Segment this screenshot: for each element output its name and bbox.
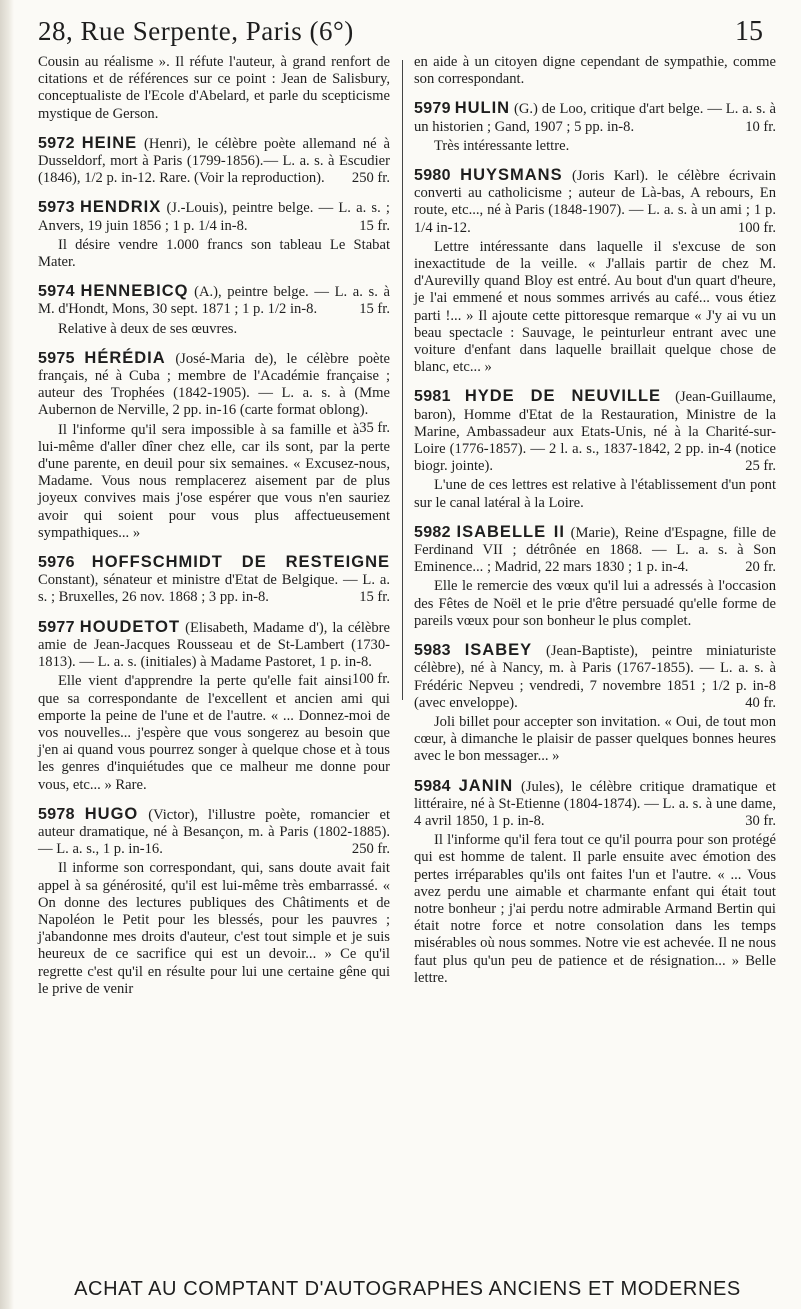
entry-description bbox=[38, 135, 390, 188]
catalog-entry bbox=[38, 199, 390, 271]
right-column bbox=[414, 54, 776, 999]
entry-description bbox=[414, 642, 776, 712]
entry-note: Il l'informe qu'il fera tout ce qu'il pourra pour son protégé qui est homme de talent. Il parle ensuite avec émotion des pertes irréparables qu'ils ont faites l'un et l'autre. « ... Vous avez perdu une aimable et charmante enfant qui était tout notre bonheur ; j'ai perdu notre admirable Armand Bertin qui était notre force et notre consolation dans les temps misérables où nous sommes. Notre vie est achevée. Il ne nous faut plus qu'un peu de patience et de résignation... » Belle lettre. bbox=[414, 832, 776, 986]
price: 15 fr. bbox=[359, 589, 390, 606]
lot-number: 5978 bbox=[38, 805, 75, 823]
entry-note: Relative à deux de ses œuvres. bbox=[58, 320, 238, 337]
entry-text: (Victor), l'illustre poète, romancier et auteur dramatique, né à Besançon, m. à Paris (1802-1885). — L. a. s., 1 p. in-16. bbox=[38, 806, 390, 858]
person-name: HUGO bbox=[84, 804, 139, 823]
catalog-entry bbox=[414, 100, 776, 155]
person-name: HOFFSCHMIDT DE RESTEIGNE bbox=[91, 553, 390, 572]
person-name: HENNEBICQ bbox=[80, 282, 189, 301]
catalog-entry bbox=[414, 778, 776, 987]
entry-text: (Jules), le célèbre critique dramatique et littéraire, né à St-Etienne (1804-1874). — L. a. s. à une dame, 4 avril 1850, 1 p. in-8. bbox=[414, 778, 777, 829]
entry-text: (A.), peintre belge. — L. a. s. à M. d'Hondt, Mons, 30 sept. 1871 ; 1 p. 1/2 in-8. bbox=[38, 284, 390, 318]
page-edge-shadow bbox=[0, 0, 14, 1309]
catalog-entry bbox=[414, 524, 776, 630]
catalog-entry bbox=[414, 388, 776, 511]
catalog-entry bbox=[414, 642, 776, 765]
lot-number: 5975 bbox=[38, 349, 75, 367]
person-name: HEINE bbox=[81, 133, 138, 152]
price: 15 fr. bbox=[359, 301, 390, 318]
entry-note: Joli billet pour accepter son invitation. « Oui, de tout mon cœur, à dimanche le plaisir de passer quelques bonnes heures avec le bon messager... » bbox=[414, 713, 776, 765]
person-name: ISABEY bbox=[464, 641, 533, 660]
entry-description bbox=[414, 167, 776, 237]
entry-description bbox=[38, 348, 390, 436]
entry-description bbox=[414, 100, 776, 135]
entry-text: Cousin au réalisme ». Il réfute l'auteur, à grand renfort de citations et de références sur ce point : Jean de Salisbury, conceptualiste de l'Ecole d'Abelard, et parle du scepticisme mystique de Gerson. bbox=[38, 54, 390, 122]
price: 25 fr. bbox=[745, 458, 776, 475]
entry-note: Il informe son correspondant, qui, sans doute avait fait appel à sa générosité, qu'il est lui-même très embarrassé. « On donne des lectures publiques des Châtiments et de Napoléon le Petit pour les blessés, pour les pauvres ; j'abandonne mes droits d'auteur, c'est tout simple et je suis heureux de ce sacrifice qui est un devoir... » Ce qu'il regrette c'est qu'il en résulte pour lui une certaine gêne qui le prive de venir bbox=[38, 860, 390, 997]
entry-text: (Marie), Reine d'Espagne, fille de Ferdinand VII ; détrônée en 1868. — L. a. s. à Son Eminence... ; Madrid, 22 mars 1830 ; 1 p. in-4. bbox=[414, 524, 777, 576]
catalog-entry bbox=[38, 54, 390, 123]
catalog-entry bbox=[414, 54, 776, 88]
entry-description bbox=[414, 54, 776, 88]
entry-text: (Joris Karl). le célèbre écrivain converti au catholicisme ; auteur de Là-bas, A rebours, En route, etc..., né à Paris (1848-1907). — L. a. s. à un ami ; 1 p. 1/4 in-12. bbox=[414, 168, 776, 236]
entry-description bbox=[38, 199, 390, 234]
person-name: ISABELLE II bbox=[456, 522, 565, 541]
lot-number: 5976 bbox=[38, 554, 75, 572]
entry-note: Elle vient d'apprendre la perte qu'elle fait ainsi que sa correspondante de l'excellent et ancien ami qui emporte la peine de l'une et de l'autre. « ... Donnez-moi de vos nouvelles... j'espère que vous songerez au besoin que j'en ai quand vous pourrez songer à quelque chose et à tous les genres d'inquiétudes que ce malheur me donne pour vous, etc... » Rare. bbox=[38, 673, 390, 793]
page-number: 15 bbox=[735, 16, 763, 47]
person-name: HULIN bbox=[454, 99, 511, 118]
entry-description bbox=[414, 778, 776, 831]
catalog-entry bbox=[414, 167, 776, 376]
lot-number: 5984 bbox=[414, 777, 451, 795]
entry-description bbox=[38, 617, 390, 688]
person-name: HOUDETOT bbox=[79, 617, 181, 636]
entry-note: L'une de ces lettres est relative à l'établissement d'un pont sur le canal latéral à la Loire. bbox=[414, 477, 776, 511]
price: 30 fr. bbox=[745, 812, 776, 829]
entry-text: (Elisabeth, Madame d'), la célèbre amie de Jean-Jacques Rousseau et de St-Lambert (1730-1813). — L. a. s. (initiales) à Madame Pastoret, 1 p. in-8. bbox=[38, 619, 390, 671]
entry-text: en aide à un citoyen digne cependant de sympathie, comme son correspondant. bbox=[414, 54, 776, 88]
catalog-entry bbox=[38, 350, 390, 542]
entry-note: Elle le remercie des vœux qu'il lui a adressés à l'occasion des Fêtes de Noël et le prie d'être persuadé qu'elle forme de pareils vœux pour son bonheur le plus complet. bbox=[414, 578, 776, 629]
entry-description bbox=[38, 554, 390, 607]
lot-number: 5973 bbox=[38, 199, 75, 217]
person-name: HUYSMANS bbox=[460, 166, 563, 185]
catalog-entry bbox=[38, 619, 390, 794]
lot-number: 5979 bbox=[414, 100, 451, 118]
entry-text: (J.-Louis), peintre belge. — L. a. s. ; Anvers, 19 juin 1856 ; 1 p. 1/4 in-8. bbox=[38, 200, 390, 234]
entry-description bbox=[414, 388, 776, 475]
entry-text: (Jean-Baptiste), peintre miniaturiste célèbre), né à Nancy, m. à Paris (1767-1855). — L. a. s. à Frédéric Nepveu ; vendredi, 7 novembre 1851 ; 1/2 p. in-8 (avec enveloppe). bbox=[414, 643, 776, 711]
catalog-entry bbox=[38, 135, 390, 188]
lot-number: 5983 bbox=[414, 642, 451, 660]
person-name: JANIN bbox=[458, 776, 514, 795]
price: 20 fr. bbox=[745, 559, 776, 576]
person-name: HÉRÉDIA bbox=[84, 348, 166, 367]
entry-note: Très intéressante lettre. bbox=[434, 137, 570, 154]
entry-description bbox=[38, 54, 390, 123]
person-name: HENDRIX bbox=[79, 198, 162, 217]
catalog-entry bbox=[38, 283, 390, 338]
entry-description bbox=[38, 806, 390, 859]
catalog-entry bbox=[38, 806, 390, 998]
entry-text: (G.) de Loo, critique d'art belge. — L. a. s. à un historien ; Gand, 1907 ; 5 pp. in-8. bbox=[414, 101, 776, 135]
page-header bbox=[38, 16, 781, 56]
entry-note: Il l'informe qu'il sera impossible à sa famille et à lui-même d'aller dîner chez elle, car ils sont, par la perte d'une parente, en deuil pour six semaines. « Excusez-nous, Madame. Vous nous remplacerez aisement par de plus joyeux convives mais j'ose espérer que vous n'en sauriez avoir qui soient pour vous plus affectueusement sympathiques... » bbox=[38, 421, 390, 541]
entry-text: (Jean-Guillaume, baron), Homme d'Etat de la Restauration, Ministre de la Marine, Ambassadeur aux Etats-Unis, né à la Charité-sur-Loire (1776-1857). — 2 l. a. s., 1837-1842, 2 pp. in-4 (notice biogr. jointe). bbox=[414, 389, 776, 475]
lot-number: 5981 bbox=[414, 388, 451, 406]
left-column bbox=[38, 54, 390, 1010]
price: 35 fr. bbox=[359, 419, 390, 436]
entry-text: (Henri), le célèbre poète allemand né à Dusseldorf, mort à Paris (1799-1856).— L. a. s. à Escudier (1846), 1/2 p. in-12. Rare. (Voir la reproduction). bbox=[38, 135, 391, 187]
entry-description bbox=[38, 283, 390, 318]
price: 15 fr. bbox=[359, 217, 390, 234]
price: 250 fr. bbox=[351, 841, 390, 858]
entry-description bbox=[414, 524, 776, 577]
lot-number: 5974 bbox=[38, 283, 75, 301]
column-divider bbox=[402, 60, 403, 700]
entry-text: Constant), sénateur et ministre d'Etat de Belgique. — L. a. s. ; Bruxelles, 26 nov. 1868 ; 3 pp. in-8. bbox=[38, 572, 390, 606]
price: 250 fr. bbox=[351, 170, 390, 187]
page-header-title: 28, Rue Serpente, Paris (6°) bbox=[38, 16, 354, 46]
price: 40 fr. bbox=[745, 694, 776, 711]
lot-number: 5977 bbox=[38, 618, 75, 636]
price: 10 fr. bbox=[745, 118, 776, 135]
price: 100 fr. bbox=[737, 219, 776, 236]
entry-note: Lettre intéressante dans laquelle il s'excuse de son inexactitude de la veille. « J'allais partir de chez M. d'Aurevilly quand Bloy est entré. Au bout d'un quart d'heure, je l'ai emmené et nous sommes arrivés au café... vous étiez parti !... » Il ajoute cette pittoresque remarque « J'y ai vu un beau spectacle : Sauvage, le peinturleur entrant avec une voiture d'enfant dans laquelle braillait quelque chose de blanc, etc... » bbox=[414, 238, 776, 376]
entry-note: Il désire vendre 1.000 francs son tableau Le Stabat Mater. bbox=[38, 236, 390, 271]
page-footer: ACHAT AU COMPTANT D'AUTOGRAPHES ANCIENS ET MODERNES bbox=[74, 1278, 741, 1300]
price: 100 fr. bbox=[351, 671, 390, 688]
catalog-entry bbox=[38, 554, 390, 607]
lot-number: 5972 bbox=[38, 134, 75, 152]
entry-text: (José-Maria de), le célèbre poète français, né à Cuba ; membre de l'Académie française ; auteur des Trophées (1842-1905). — L. a. s. à (Mme Aubernon de Nerville, 2 pp. in-16 (carte format oblong). bbox=[38, 350, 390, 419]
person-name: HYDE DE NEUVILLE bbox=[464, 387, 662, 406]
lot-number: 5980 bbox=[414, 167, 451, 185]
lot-number: 5982 bbox=[414, 523, 451, 541]
